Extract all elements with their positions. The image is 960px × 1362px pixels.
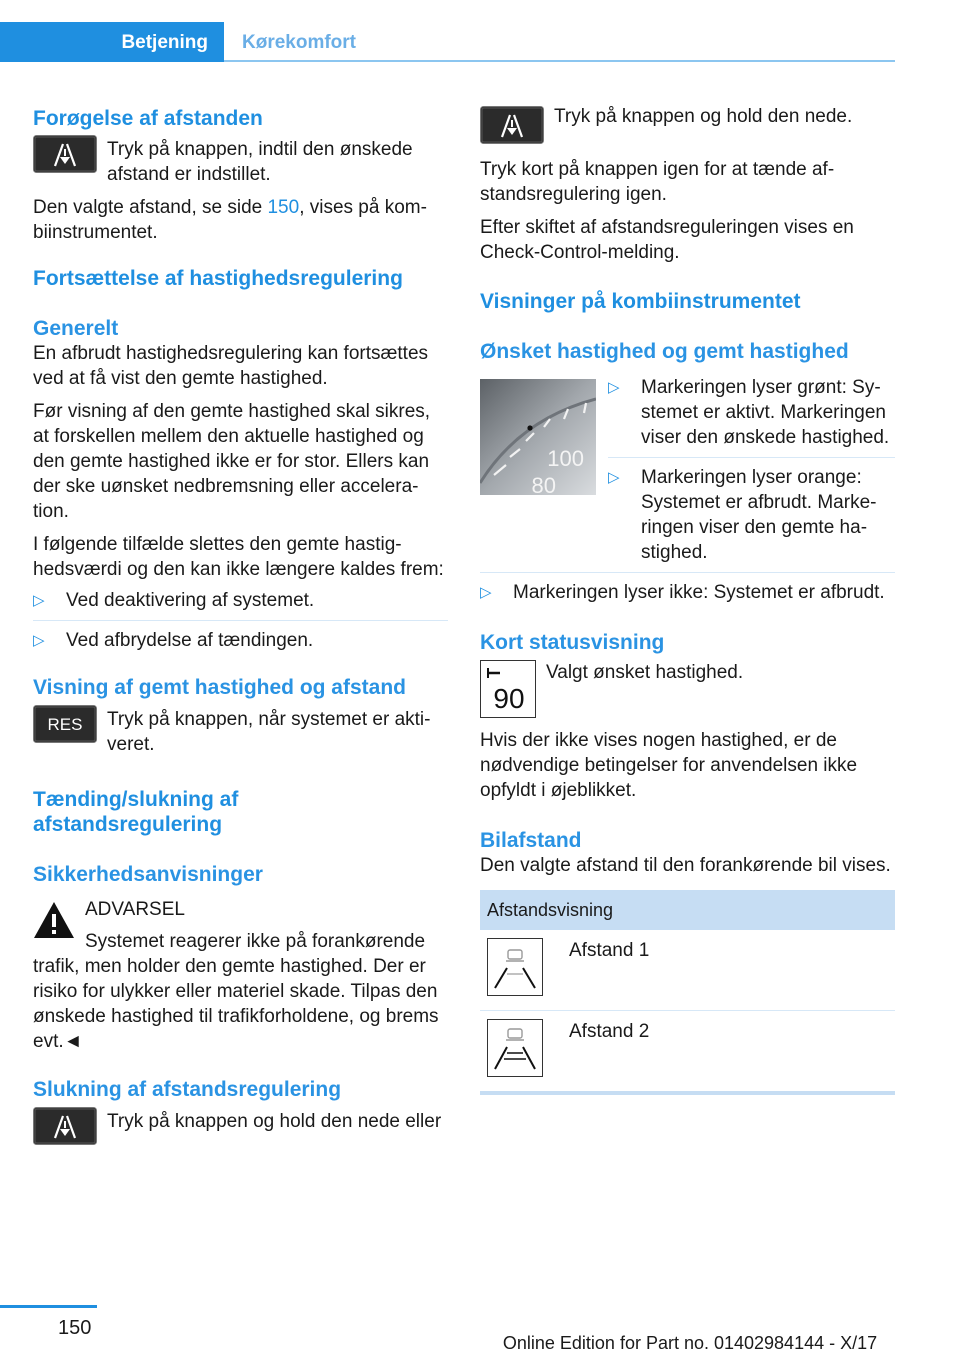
section-title-increase-distance: Forøgelse af afstanden [33, 107, 263, 130]
subsection-general: Generelt [33, 317, 119, 340]
distance-paragraph: Den valgte afstand, se side 150, vises på kombiinstrumentet. [33, 197, 427, 243]
deletion-list [33, 588, 448, 653]
speedometer-icon [480, 379, 596, 495]
distance-button-icon [480, 106, 544, 144]
res-button-icon [33, 705, 97, 743]
subsection-switch-off: Slukning af afstandsregulering [33, 1078, 342, 1101]
svg-text:100: 100 [547, 446, 584, 471]
subsection-car-distance: Bilafstand [480, 829, 582, 852]
list-item: ▷ Markeringen lyser grønt: Systemet er aktivt. Markeringen viser den ønskede hastighed. [608, 377, 890, 448]
header-divider [224, 60, 895, 62]
distance-1-icon [487, 938, 543, 996]
bullet-triangle-icon: ▷ [480, 584, 492, 601]
page-link[interactable]: 150 [267, 197, 300, 218]
table-header: Afstandsvisning [480, 890, 895, 930]
bullet-triangle-icon: ▷ [33, 632, 45, 649]
marker-list [608, 375, 895, 565]
page-number: 150 [58, 1317, 92, 1339]
subsection-show-saved: Visning af gemt hastighed og afstand [33, 676, 406, 699]
table-cell: Afstand 2 [562, 1011, 895, 1094]
switch-off-instruction: Tryk på knappen og hold den nede eller [107, 1111, 442, 1132]
warning-title: ADVARSEL [85, 899, 185, 920]
speed-status-icon [480, 660, 536, 718]
distance-2-icon [487, 1019, 543, 1077]
svg-text:90: 90 [493, 683, 525, 714]
warning-icon [33, 901, 75, 939]
list-item: ▷ Ved deaktivering af systemet. [33, 590, 315, 611]
subsection-short-status: Kort statusvisning [480, 631, 665, 654]
distance-button-icon [33, 1107, 97, 1145]
res-instruction: Tryk på knappen, når systemet er aktiveret. [107, 709, 431, 755]
table-cell: Afstand 1 [562, 930, 895, 1011]
check-control-paragraph: Efter skiftet af afstandsreguleringen vises en Check-Control-melding. [480, 217, 854, 263]
resume-paragraph-2: Før visning af den gemte hastighed skal sikres, at forskellen mellem den aktuelle hastighed og den gemte hastighed ikke er for stor. Ellers kan der ske uønsket nedbremsning eller acceleration. [33, 401, 431, 522]
increase-distance-instruction: Tryk på knappen, indtil den ønskede afstand er indstillet. [107, 139, 413, 185]
bullet-triangle-icon: ▷ [608, 469, 620, 486]
reenable-paragraph: Tryk kort på knappen igen for at tænde afstandsregulering igen. [480, 159, 835, 205]
hold-instruction: Tryk på knappen og hold den nede. [554, 106, 853, 127]
distance-table [480, 890, 895, 1095]
bullet-triangle-icon: ▷ [608, 379, 620, 396]
left-column [33, 100, 448, 1145]
page-header [0, 22, 895, 62]
table-row [480, 1011, 895, 1094]
car-distance-paragraph: Den valgte afstand til den forankørende bil vises. [480, 855, 891, 876]
list-item: ▷ Ved afbrydelse af tændingen. [33, 620, 448, 653]
resume-paragraph-1: En afbrudt hastighedsregulering kan fortsættes ved at få vist den gemte hastighed. [33, 343, 429, 389]
subsection-desired-speed: Ønsket hastighed og gemt hastighed [480, 340, 849, 363]
table-row [480, 930, 895, 1011]
footer-divider [0, 1305, 97, 1308]
marker-list-full [480, 572, 895, 605]
warning-text: trafik, men holder den gemte hastighed. Der er risiko for ulykker eller materiel skade. Tilpas den ønskede hastighed til trafikforholdene, og brems evt.◄ [33, 956, 439, 1052]
tab-betjening[interactable]: Betjening [0, 22, 224, 62]
warning-text-line1: Systemet reagerer ikke på forankørende [85, 931, 426, 952]
right-column [480, 100, 895, 1095]
tab-korekomfort[interactable]: Kørekomfort [242, 32, 357, 53]
resume-paragraph-3: I følgende tilfælde slettes den gemte hastighedsværdi og den kan ikke længere kaldes frem: [33, 534, 444, 580]
svg-text:80: 80 [531, 473, 556, 495]
distance-button-icon [33, 135, 97, 173]
bullet-triangle-icon: ▷ [33, 592, 45, 609]
desired-speed-label: Valgt ønsket hastighed. [546, 662, 744, 683]
no-speed-paragraph: Hvis der ikke vises nogen hastighed, er de nødvendige betingelser for anvendelsen ikke opfyldt i øjeblikket. [480, 730, 858, 801]
edition-text: Online Edition for Part no. 01402984144 - X/17 [502, 1333, 878, 1353]
section-title-displays: Visninger på kombiinstrumentet [480, 290, 801, 313]
list-item: ▷ Markeringen lyser orange: Systemet er afbrudt. Markeringen viser den gemte hastighed. [608, 457, 895, 565]
subsection-safety: Sikkerhedsanvisninger [33, 863, 263, 886]
section-title-toggle: Tænding/slukning af afstandsregulering [33, 788, 239, 836]
list-item: ▷ Markeringen lyser ikke: Systemet er afbrudt. [480, 582, 885, 603]
svg-text:RES: RES [47, 715, 83, 734]
section-title-resume: Fortsættelse af hastighedsregulering [33, 267, 403, 290]
